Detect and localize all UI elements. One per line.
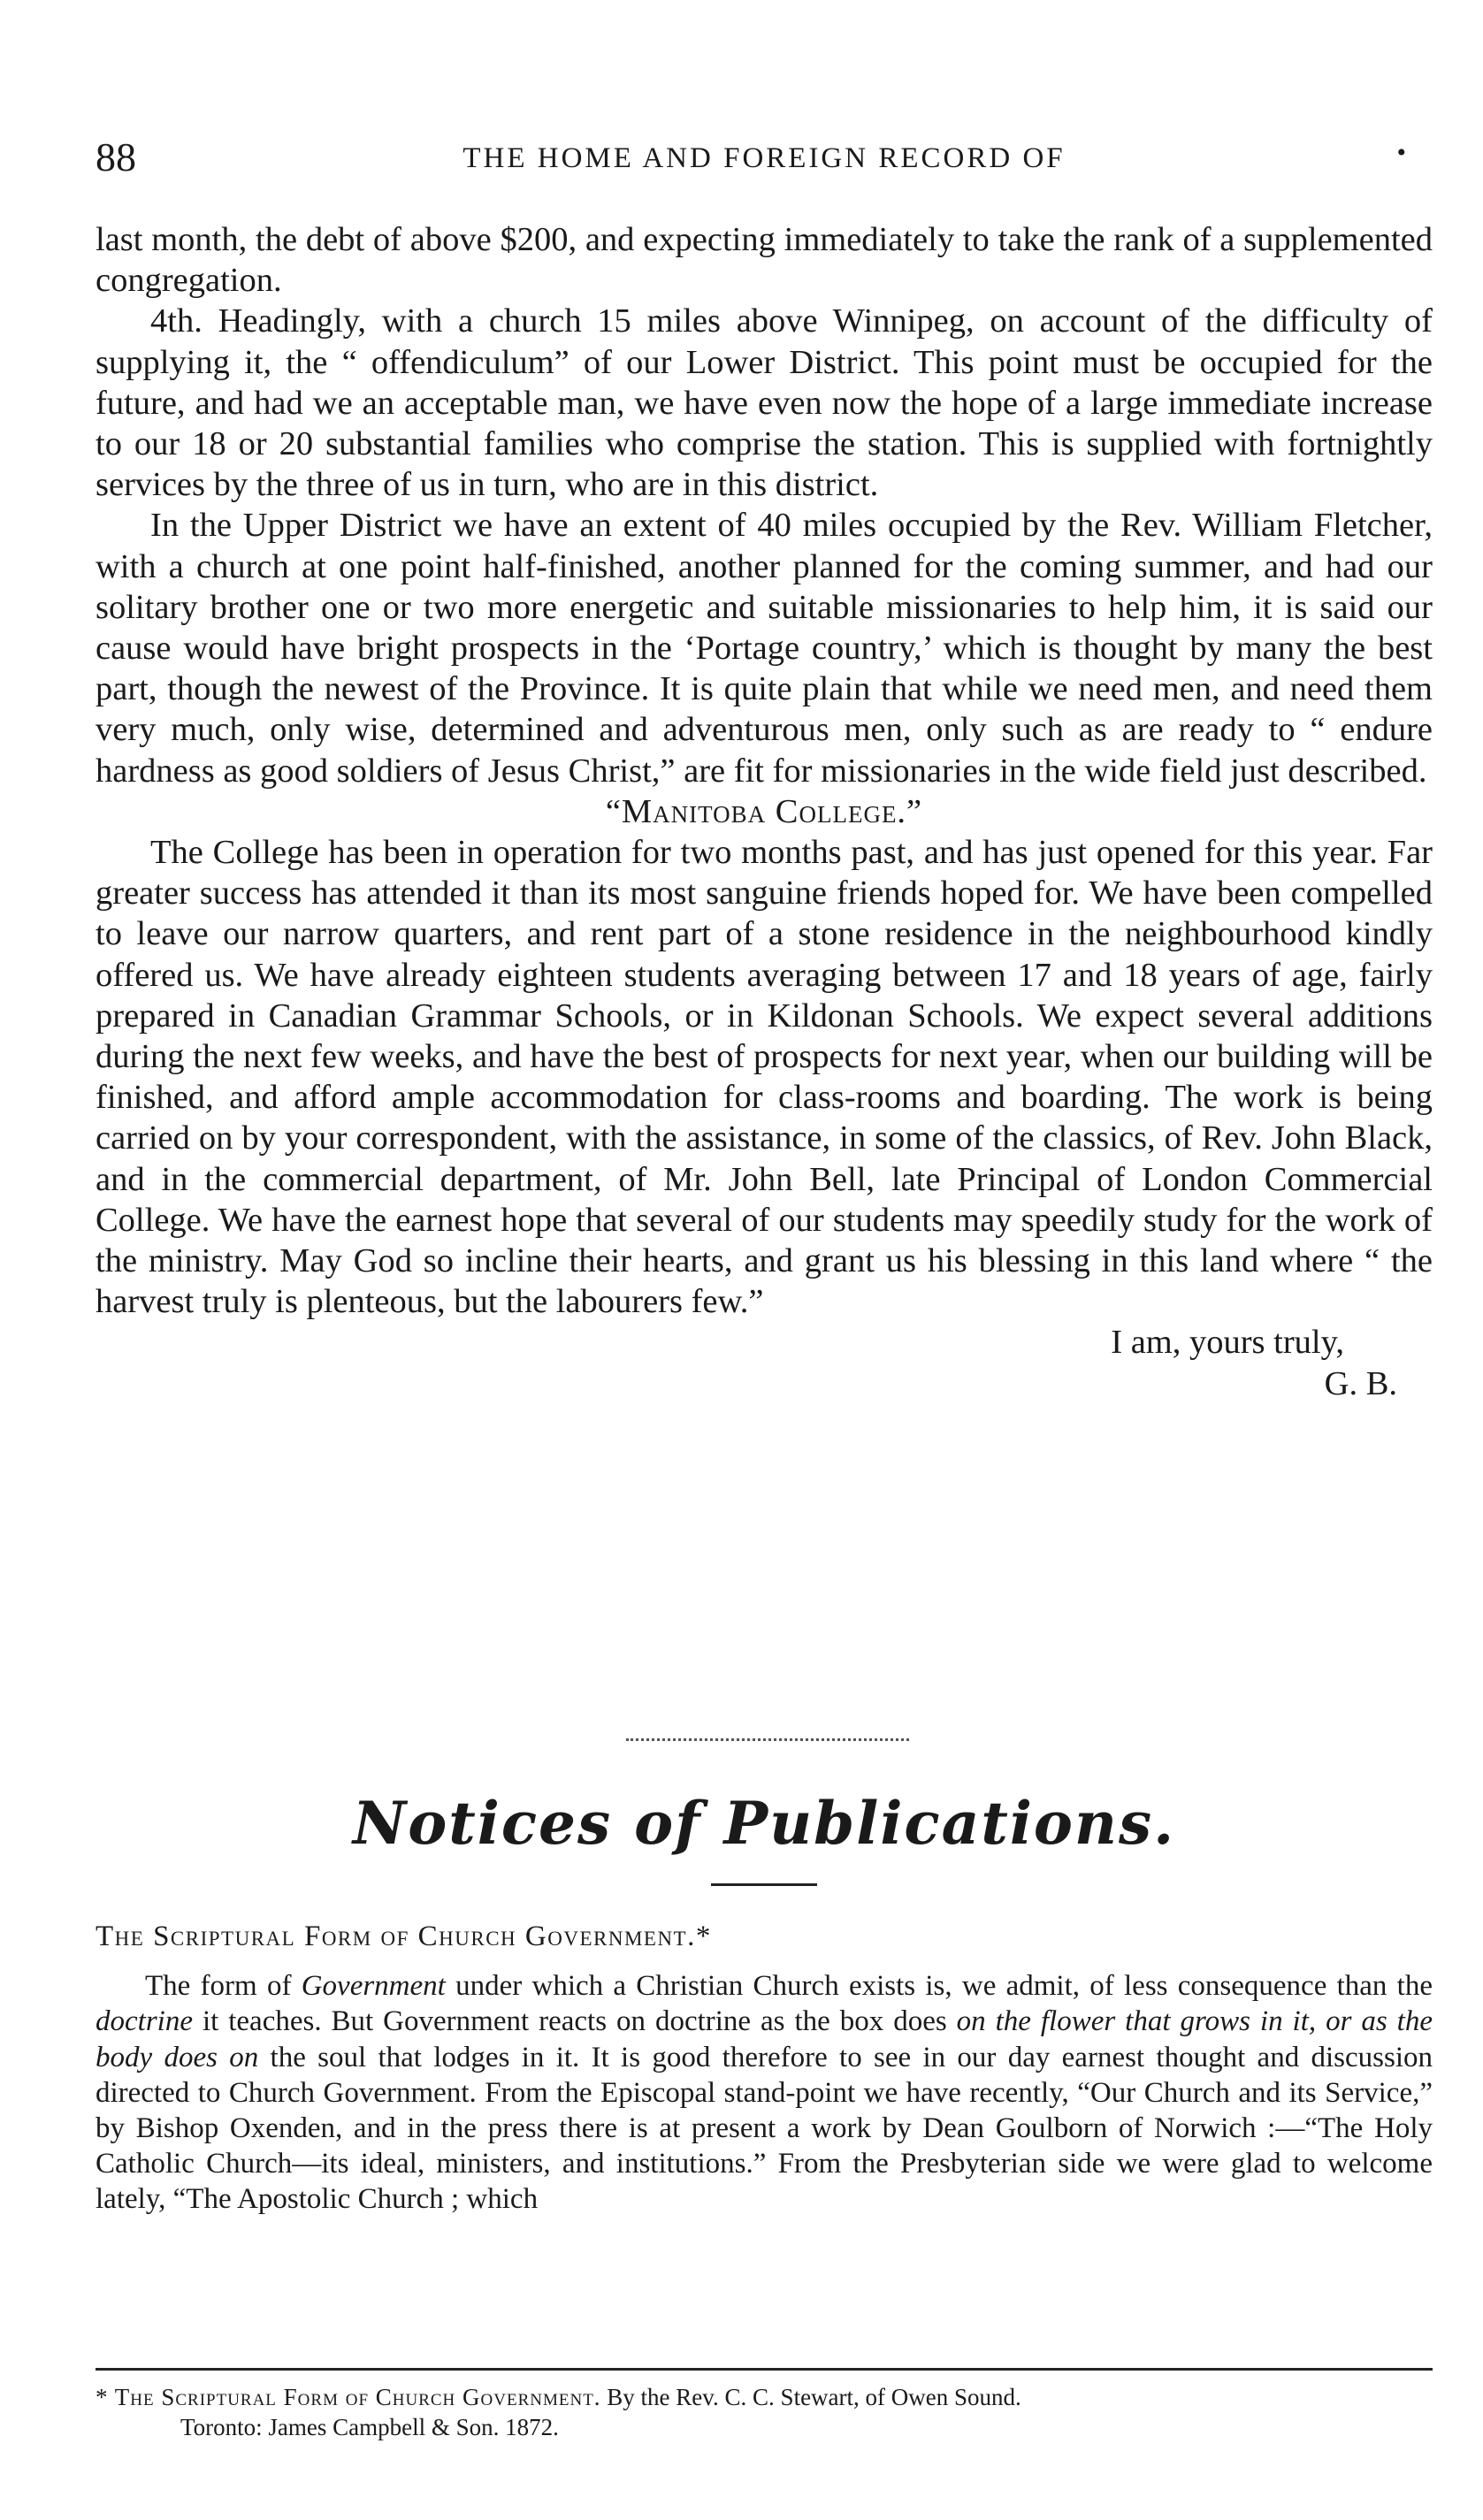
dotted-divider [626,1738,909,1745]
notices-title: Notices of Publications. [352,1789,1176,1858]
review-section [96,1919,1433,2218]
page [96,0,1433,2520]
letter-paragraph: 4th. Headingly, with a church 15 miles above Winnipeg, on account of the difficulty of supplying it, the “ offendiculum” of our Lower District. This point must be occupied for the future, and had we an acceptable man, we have even now the hope of a large immediate increase to our 18 or 20 substantial families who comprise the station. This is supplied with fortnightly services by the three of us in turn, who are in this district. [96,302,1433,504]
review-italic: Government [301,1970,446,2003]
review-paragraph [96,1968,1433,2217]
review-text: The form of [145,1970,302,2003]
footnote-rule [96,2368,1433,2371]
running-head: THE HOME AND FOREIGN RECORD OF [462,142,1066,174]
page-header [96,131,1433,184]
review-text: the soul that lodges in it. It is good therefore to see in our day earnest thought and discussion directed to Church Government. From the Episcopal stand-point we have recently, “Our Church and its Service,” by Bishop Oxenden, and in the press there is at present a work by Dean Goulborn of Norwich :—“The Holy Catholic Church—its ideal, ministers, and institutions.” From the Presbyterian side we were glad to welcome lately, “The Apostolic Church ; which [96,2041,1433,2216]
review-italic: on the flower that grows in it, or as the body does on [96,2005,1433,2073]
footnote-title: * The Scriptural Form of Church Government. [96,2384,601,2410]
letter-closing: I am, yours truly, [1111,1324,1344,1362]
footnote-text: By the Rev. C. C. Stewart, of Owen Sound. [600,2384,1021,2410]
title-rule [711,1883,817,1886]
review-text: it teaches. But Government reacts on doctrine as the box does [192,2005,957,2038]
page-number: 88 [96,134,136,179]
footnote-line: Toronto: James Campbell & Son. 1872. [180,2414,559,2440]
review-text: under which a Christian Church exists is, we admit, of less consequence than the [445,1970,1433,2003]
letter-signature: G. B. [1324,1364,1397,1402]
review-italic: doctrine [96,2005,193,2038]
header-mark: • [1396,138,1406,167]
footnote-line [96,2382,1433,2412]
letter-paragraph: last month, the debt of above $200, and expecting immediately to take the rank of a supplemented congregation. [96,221,1433,300]
letter-paragraph: The College has been in operation for two months past, and has just opened for this year. Far greater success has attended it than its most sanguine friends hoped for. We have been compelled to leave our narrow quarters, and rent part of a stone residence in the neighbourhood kindly offered us. We have already eighteen students averaging between 17 and 18 years of age, fairly prepared in Canadian Grammar Schools, or in Kildonan Schools. We expect several additions during the next few weeks, and have the best of prospects for next year, when our building will be finished, and afford ample accommodation for class-rooms and boarding. The work is being carried on by your correspondent, with the assistance, in some of the classics, of Rev. John Black, and in the commercial department, of Mr. John Bell, late Principal of London Commercial College. We have the earnest hope that several of our students may speedily study for the work of the ministry. May God so incline their hearts, and grant us his blessing in this land where “ the harvest truly is plenteous, but the labourers few.” [96,834,1433,1321]
review-heading: The Scriptural Form of Church Government.* [96,1921,712,1952]
footnote [96,2382,1433,2442]
letter-paragraph: In the Upper District we have an extent of 40 miles occupied by the Rev. William Fletcher, with a church at one point half-finished, another planned for the coming summer, and had our solitary brother one or two more energetic and suitable missionaries to help him, it is said our cause would have bright prospects in the ‘Portage country,’ which is thought by many the best part, though the newest of the Province. It is quite plain that while we need men, and need them very much, only wise, determined and adventurous men, only such as are ready to “ endure hardness as good soldiers of Jesus Christ,” are fit for missionaries in the wide field just described. [96,507,1433,790]
letter-body [96,219,1433,1404]
section-heading: “Manitoba College.” [605,792,923,830]
